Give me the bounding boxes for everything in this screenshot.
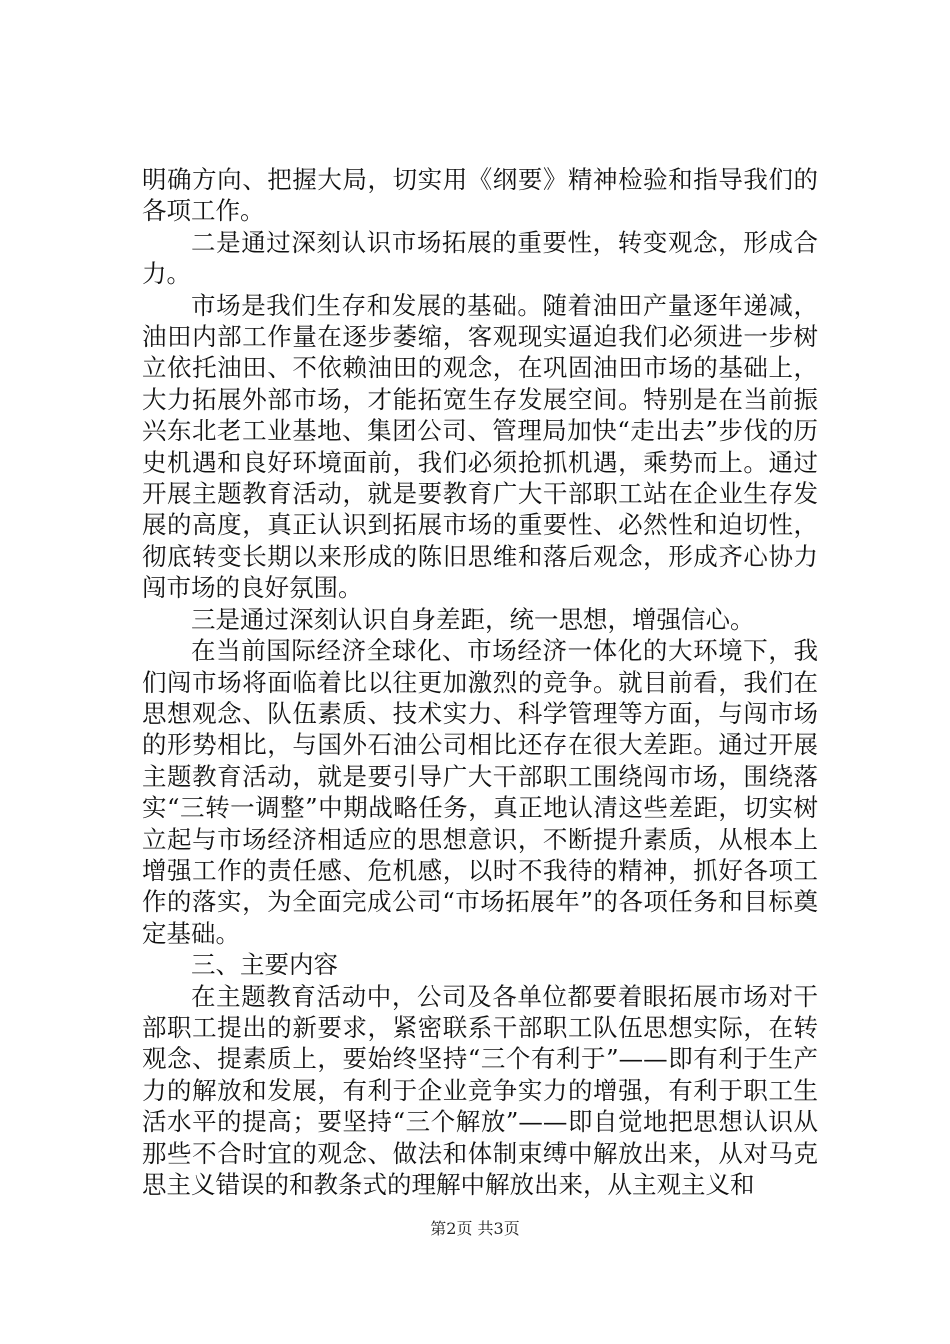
paragraph-7: 在主题教育活动中，公司及各单位都要着眼拓展市场对干部职工提出的新要求，紧密联系干部职工队伍思想实际，在转观念、提素质上，要始终坚持“三个有利于”——即有利于生产力的解放和发展，有利于企业竞争实力的增强，有利于职工生活水平的提高；要坚持“三个解放”——即自觉地把思想认识从那些不合时宜的观念、做法和体制束缚中解放出来，从对马克思主义错误的和教条式的理解中解放出来，从主观主义和: [142, 981, 818, 1199]
paragraph-2: 二是通过深刻认识市场拓展的重要性，转变观念，形成合力。: [142, 227, 818, 289]
document-body: [142, 164, 818, 1200]
paragraph-3: 市场是我们生存和发展的基础。随着油田产量逐年递减，油田内部工作量在逐步萎缩，客观现实逼迫我们必须进一步树立依托油田、不依赖油田的观念，在巩固油田市场的基础上，大力拓展外部市场，才能拓宽生存发展空间。特别是在当前振兴东北老工业基地、集团公司、管理局加快“走出去”步伐的历史机遇和良好环境面前，我们必须抢抓机遇，乘势而上。通过开展主题教育活动，就是要教育广大干部职工站在企业生存发展的高度，真正认识到拓展市场的重要性、必然性和迫切性，彻底转变长期以来形成的陈旧思维和落后观念，形成齐心协力闯市场的良好氛围。: [142, 290, 818, 603]
paragraph-4: 三是通过深刻认识自身差距，统一思想，增强信心。: [191, 604, 755, 634]
section-heading: 三、主要内容: [191, 950, 338, 980]
paragraph-5: 在当前国际经济全球化、市场经济一体化的大环境下，我们闯市场将面临着比以往更加激烈的竞争。就目前看，我们在思想观念、队伍素质、技术实力、科学管理等方面，与闯市场的形势相比，与国外石油公司相比还存在很大差距。通过开展主题教育活动，就是要引导广大干部职工围绕闯市场，围绕落实“三转一调整”中期战略任务，真正地认清这些差距，切实树立起与市场经济相适应的思想意识，不断提升素质，从根本上增强工作的责任感、危机感，以时不我待的精神，抓好各项工作的落实，为全面完成公司“市场拓展年”的各项任务和目标奠定基础。: [142, 636, 818, 948]
page-number-footer: 第2页 共3页: [430, 1219, 520, 1238]
paragraph-1: 明确方向、把握大局，切实用《纲要》精神检验和指导我们的各项工作。: [142, 165, 818, 226]
